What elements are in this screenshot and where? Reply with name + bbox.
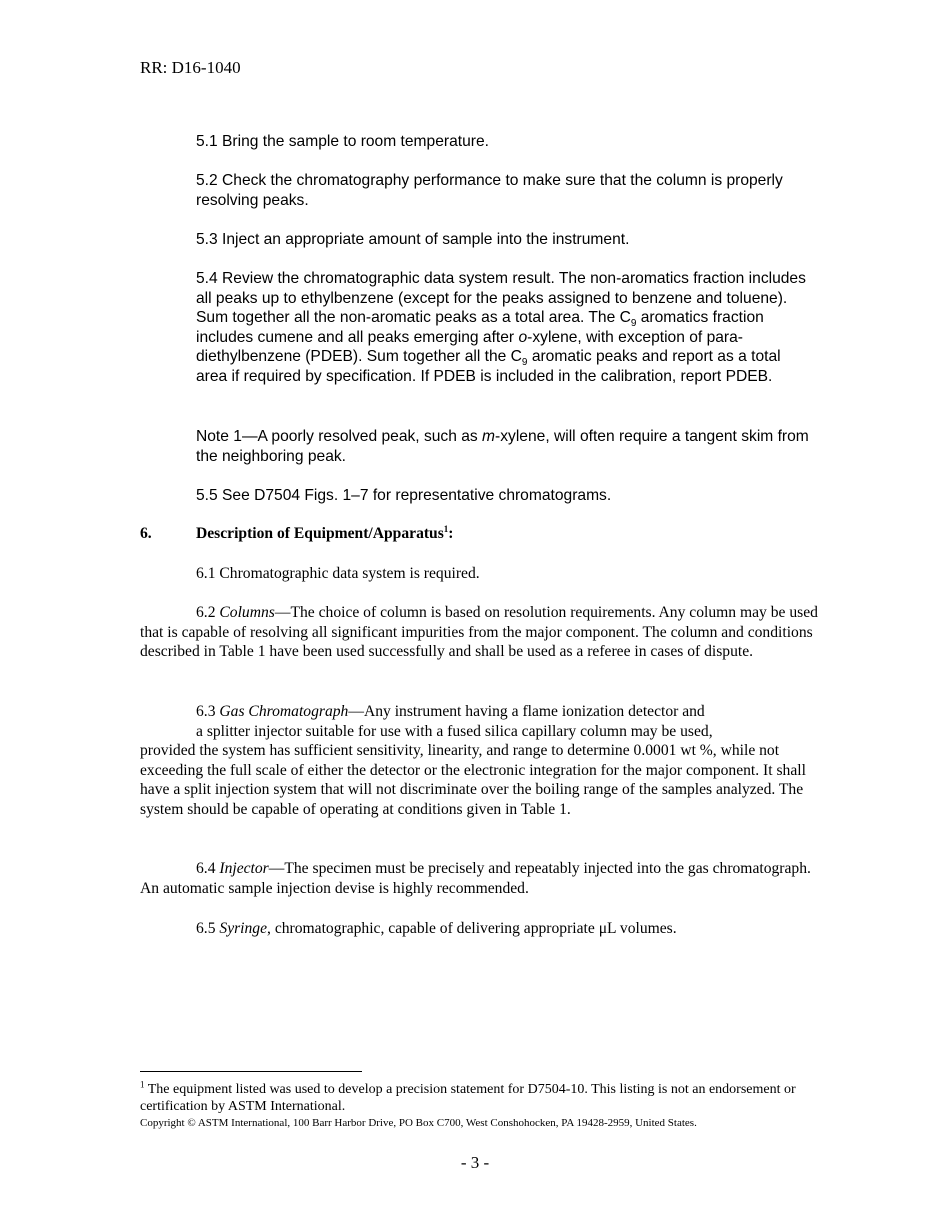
para-6-3-line1-text: —Any instrument having a flame ionization detector and <box>348 703 705 720</box>
footnote-divider <box>140 1071 362 1072</box>
para-6-4 <box>140 859 820 898</box>
step-5-5: 5.5 See D7504 Figs. 1–7 for representative chromatograms. <box>196 487 612 504</box>
para-6-2 <box>140 603 820 662</box>
para-6-4-num: 6.4 <box>196 860 220 877</box>
para-6-4-text: —The specimen must be precisely and repeatably injected into the gas chromatograph. An automatic sample injection devise is highly recommended. <box>140 860 811 897</box>
footnote-ref: 1 <box>443 523 449 534</box>
step-5-4 <box>196 269 816 386</box>
para-6-3-line1 <box>140 702 820 722</box>
para-6-5-num: 6.5 <box>196 920 220 937</box>
para-6-3-rest: provided the system has sufficient sensitivity, linearity, and range to determine 0.0001 wt %, while not exceeding the full scale of either the detector or the electronic integration for the major component. It shall have a split injection system that will not discriminate over the boiling range of the samples analyzed. The system should be capable of operating at conditions given in Table 1. <box>140 742 806 818</box>
footnote-marker: 1 <box>140 1079 145 1090</box>
para-6-3-num: 6.3 <box>196 703 220 720</box>
para-6-5-text: , chromatographic, capable of delivering appropriate μL volumes. <box>267 920 677 937</box>
step-5-4-text-c: -xylene, with exception of para-diethylbenzene (PDEB). Sum together all the C <box>196 328 743 365</box>
note-text-a: Note 1—A poorly resolved peak, such as <box>196 428 483 445</box>
term-injector: Injector <box>219 860 269 877</box>
step-5-4-text-d: aromatic peaks and report as a total area if required by specification. If PDEB is included in the calibration, report PDEB. <box>196 348 781 385</box>
para-6-1: 6.1 Chromatographic data system is required. <box>196 565 480 582</box>
para-6-3-line2: a splitter injector suitable for use with a fused silica capillary column may be used, <box>196 722 713 740</box>
para-6-2-text: —The choice of column is based on resolution requirements. Any column may be used that is capable of resolving all significant impurities from the major component. The column and conditions described in Table 1 have been used successfully and shall be used as a referee in cases of dispute. <box>140 604 818 660</box>
step-5-1: 5.1 Bring the sample to room temperature. <box>196 133 489 150</box>
meta-prefix: m <box>482 428 496 445</box>
page-number: - 3 - <box>460 1153 490 1172</box>
section-title-text: Description of Equipment/Apparatus <box>196 525 444 542</box>
step-5-4-text-b: aromatics fraction includes cumene and all peaks emerging after <box>196 309 764 346</box>
section-title <box>196 525 454 543</box>
para-6-2-num: 6.2 <box>196 604 220 621</box>
term-gas-chromatograph: Gas Chromatograph <box>219 703 349 720</box>
document-reference: RR: D16-1040 <box>140 58 241 77</box>
para-6-5 <box>196 919 677 939</box>
note-1 <box>196 427 816 466</box>
c9-subscript: 9 <box>521 357 528 369</box>
step-5-4-text-a: 5.4 Review the chromatographic data system result. The non-aromatics fraction includes all peaks up to ethylbenzene (except for the peaks assigned to benzene and toluene). Sum together all the non-aromatic peaks as a total area. The C <box>196 270 806 326</box>
section-title-colon: : <box>448 525 454 542</box>
footnote-text: The equipment listed was used to develop a precision statement for D7504-10. This listing is not an endorsement or certification by ASTM International. <box>140 1082 796 1114</box>
term-columns: Columns <box>219 604 275 621</box>
step-5-3: 5.3 Inject an appropriate amount of sample into the instrument. <box>196 231 630 248</box>
para-6-3 <box>140 702 820 819</box>
c9-subscript: 9 <box>630 318 637 330</box>
term-syringe: Syringe <box>219 920 268 937</box>
copyright-notice: Copyright © ASTM International, 100 Barr Harbor Drive, PO Box C700, West Conshohocken, PA 19428-2959, United States. <box>140 1117 697 1129</box>
note-text-b: -xylene, will often require a tangent skim from the neighboring peak. <box>196 428 809 465</box>
section-number: 6. <box>140 525 152 542</box>
step-5-2: 5.2 Check the chromatography performance to make sure that the column is properly resolving peaks. <box>196 172 783 209</box>
ortho-prefix: o <box>518 328 528 346</box>
footnote <box>140 1081 820 1115</box>
